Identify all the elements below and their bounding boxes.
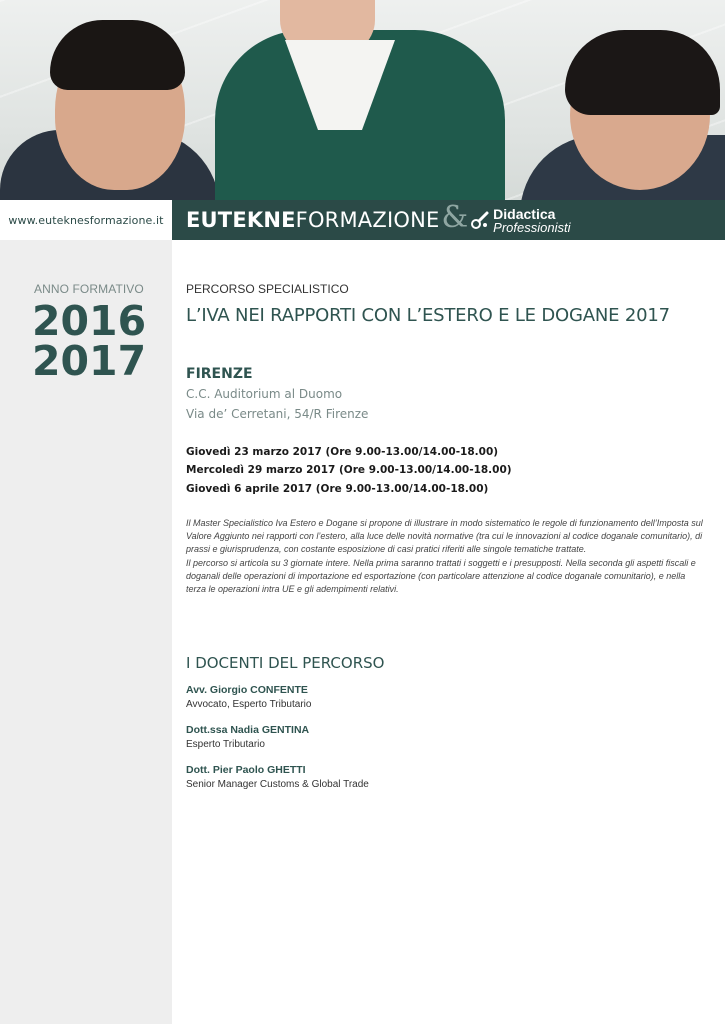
brand-logo (186, 199, 571, 235)
course-date: Mercoledì 29 marzo 2017 (Ore 9.00-13.00/14.00-18.00) (186, 464, 512, 476)
course-title: L’IVA NEI RAPPORTI CON L’ESTERO E LE DOGANE 2017 (186, 305, 670, 326)
logo-ampersand: & (441, 199, 469, 235)
description-paragraph: Il Master Specialistico Iva Estero e Dogane si propone di illustrare in modo sistematico le regole di funzionamento dell’Imposta sul Valore Aggiunto nei rapporti con l’estero, alla luce delle novità normative (tra cui le innovazioni al codice doganale comunitario), di prassi e giurisprudenza, con costante esposizione di casi pratici riferiti alle singole tematiche trattate. (186, 518, 703, 555)
person-left-hair (50, 20, 185, 90)
teachers-heading: I DOCENTI DEL PERCORSO (186, 654, 385, 672)
teacher-role: Senior Manager Customs & Global Trade (186, 779, 369, 790)
venue-address: Via de’ Cerretani, 54/R Firenze (186, 407, 369, 421)
logo-formazione: FORMAZIONE (295, 208, 440, 232)
url-box (0, 200, 172, 240)
person-right-hair (565, 30, 720, 115)
logo-didactica-group (493, 207, 570, 234)
teacher-role: Avvocato, Esperto Tributario (186, 699, 312, 710)
website-link[interactable]: www.euteknesformazione.it (8, 213, 164, 227)
logo-didactica: Didactica (493, 205, 556, 222)
course-description (186, 517, 706, 596)
anno-formativo-label: ANNO FORMATIVO (34, 282, 144, 296)
year-start: 2016 (32, 297, 147, 345)
venue-name: C.C. Auditorium al Duomo (186, 387, 343, 401)
course-date: Giovedì 6 aprile 2017 (Ore 9.00-13.00/14.00-18.00) (186, 483, 489, 495)
course-type: PERCORSO SPECIALISTICO (186, 282, 349, 296)
logo-eutekne: EUTEKNE (186, 208, 296, 232)
teacher-name: Dott.ssa Nadia GENTINA (186, 724, 310, 736)
description-paragraph: Il percorso si articola su 3 giornate intere. Nella prima saranno trattati i soggetti e i presupposti. Nella seconda gli aspetti fiscali e doganali delle operazioni di importazione ed esportazione (con particolare attenzione al codice doganale comunitario), e nella terza le operazioni intra UE e gli adempimenti relativi. (186, 557, 696, 595)
teacher-name: Avv. Giorgio CONFENTE (186, 684, 308, 696)
course-date: Giovedì 23 marzo 2017 (Ore 9.00-13.00/14.00-18.00) (186, 446, 499, 458)
logo-professionisti: Professionisti (493, 219, 571, 235)
course-city: FIRENZE (186, 366, 253, 382)
teacher-name: Dott. Pier Paolo GHETTI (186, 764, 306, 776)
year-end: 2017 (32, 337, 147, 385)
teacher-role: Esperto Tributario (186, 739, 265, 750)
didactica-mark-icon (470, 210, 490, 230)
